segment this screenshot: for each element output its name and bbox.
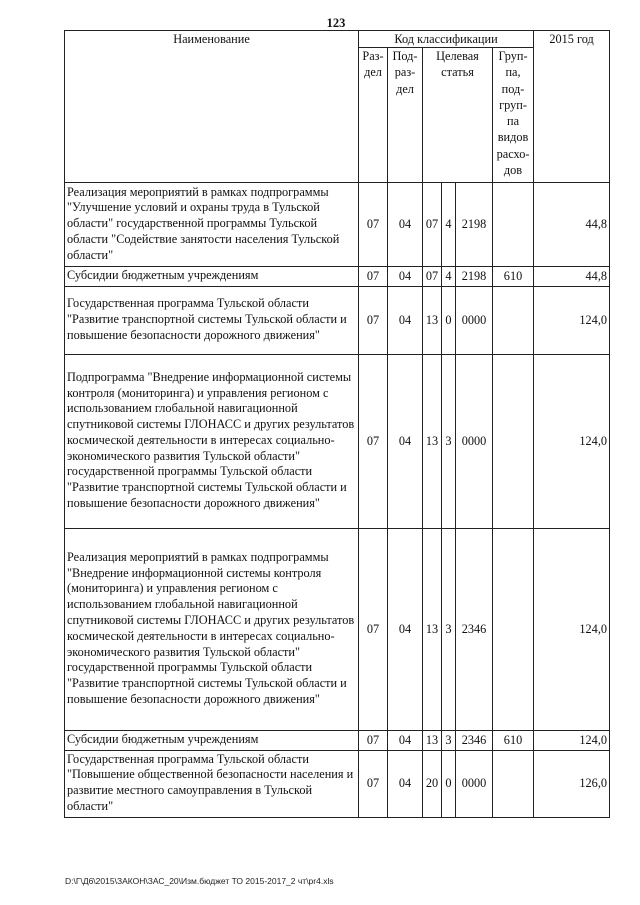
row-cs-direction: 2198 (456, 183, 493, 267)
row-razdel: 07 (359, 528, 388, 730)
row-cs-program: 13 (423, 730, 442, 750)
row-cs-direction: 2198 (456, 267, 493, 287)
row-amount: 124,0 (534, 286, 610, 354)
row-cs-program: 13 (423, 286, 442, 354)
row-name: Подпрограмма "Внедрение информационной системы контроля (мониторинга) и управления регионом с использованием глобальной навигационной спутниковой системы ГЛОНАСС и других результатов космической деятельности в интересах социально-экономического развития Тульской области" государственной программы Тульской области "Развитие транспортной системы Тульской области и повышение безопасности дорожного движения" (65, 354, 359, 528)
row-podrazdel: 04 (388, 183, 423, 267)
row-name: Субсидии бюджетным учреждениям (65, 730, 359, 750)
row-podrazdel: 04 (388, 730, 423, 750)
table-row (65, 528, 610, 730)
row-cs-subprogram: 4 (442, 183, 456, 267)
header-target-article: Целевая статья (423, 48, 493, 183)
row-podrazdel: 04 (388, 267, 423, 287)
row-amount: 44,8 (534, 183, 610, 267)
table-row (65, 730, 610, 750)
row-amount: 124,0 (534, 730, 610, 750)
row-cs-direction: 0000 (456, 750, 493, 817)
table-row (65, 354, 610, 528)
row-podrazdel: 04 (388, 354, 423, 528)
page-number: 123 (326, 16, 346, 30)
row-name: Субсидии бюджетным учреждениям (65, 267, 359, 287)
row-cs-direction: 2346 (456, 730, 493, 750)
header-row-top (65, 31, 610, 48)
row-razdel: 07 (359, 267, 388, 287)
row-vr: 610 (493, 267, 534, 287)
row-cs-subprogram: 0 (442, 750, 456, 817)
row-amount: 44,8 (534, 267, 610, 287)
row-cs-program: 13 (423, 354, 442, 528)
row-razdel: 07 (359, 286, 388, 354)
header-name: Наименование (65, 31, 359, 183)
row-vr (493, 286, 534, 354)
row-vr (493, 354, 534, 528)
row-razdel: 07 (359, 750, 388, 817)
header-subsection: Под- раз- дел (388, 48, 423, 183)
row-podrazdel: 04 (388, 750, 423, 817)
row-amount: 124,0 (534, 354, 610, 528)
header-code-group: Код классификации (359, 31, 534, 48)
table-row (65, 286, 610, 354)
row-razdel: 07 (359, 354, 388, 528)
row-podrazdel: 04 (388, 286, 423, 354)
row-cs-subprogram: 0 (442, 286, 456, 354)
row-vr: 610 (493, 730, 534, 750)
row-amount: 124,0 (534, 528, 610, 730)
row-name: Государственная программа Тульской области "Повышение общественной безопасности населения и развитие местного самоуправления в Тульской области" (65, 750, 359, 817)
table-row (65, 750, 610, 817)
header-expense-group: Груп- па, под- груп- па видов расхо- дов (493, 48, 534, 183)
row-vr (493, 528, 534, 730)
row-cs-program: 20 (423, 750, 442, 817)
row-name: Реализация мероприятий в рамках подпрограммы "Улучшение условий и охраны труда в Тульской области" государственной программы Тульской области "Содействие занятости населения Тульской области" (65, 183, 359, 267)
table-row (65, 267, 610, 287)
budget-table (64, 30, 610, 818)
header-year: 2015 год (534, 31, 610, 183)
row-name: Государственная программа Тульской области "Развитие транспортной системы Тульской области и повышение безопасности дорожного движения" (65, 286, 359, 354)
row-cs-direction: 0000 (456, 354, 493, 528)
row-razdel: 07 (359, 183, 388, 267)
row-cs-subprogram: 4 (442, 267, 456, 287)
row-cs-subprogram: 3 (442, 730, 456, 750)
row-vr (493, 183, 534, 267)
header-section: Раз- дел (359, 48, 388, 183)
row-cs-program: 07 (423, 183, 442, 267)
row-cs-direction: 2346 (456, 528, 493, 730)
row-cs-subprogram: 3 (442, 354, 456, 528)
row-cs-program: 07 (423, 267, 442, 287)
footer-file-path: D:\Г\Д6\2015\ЗАКОН\ЗАС_20\Изм.бюджет ТО 2015-2017_2 чт\pr4.xls (65, 876, 334, 886)
row-cs-subprogram: 3 (442, 528, 456, 730)
row-podrazdel: 04 (388, 528, 423, 730)
row-cs-direction: 0000 (456, 286, 493, 354)
row-amount: 126,0 (534, 750, 610, 817)
row-cs-program: 13 (423, 528, 442, 730)
row-razdel: 07 (359, 730, 388, 750)
row-vr (493, 750, 534, 817)
table-row (65, 183, 610, 267)
row-name: Реализация мероприятий в рамках подпрограммы "Внедрение информационной системы контроля (мониторинга) и управления регионом с использованием глобальной навигационной спутниковой системы ГЛОНАСС и других результатов космической деятельности в интересах социально-экономического развития Тульской области" государственной программы Тульской области "Развитие транспортной системы Тульской области и повышение безопасности дорожного движения" (65, 528, 359, 730)
